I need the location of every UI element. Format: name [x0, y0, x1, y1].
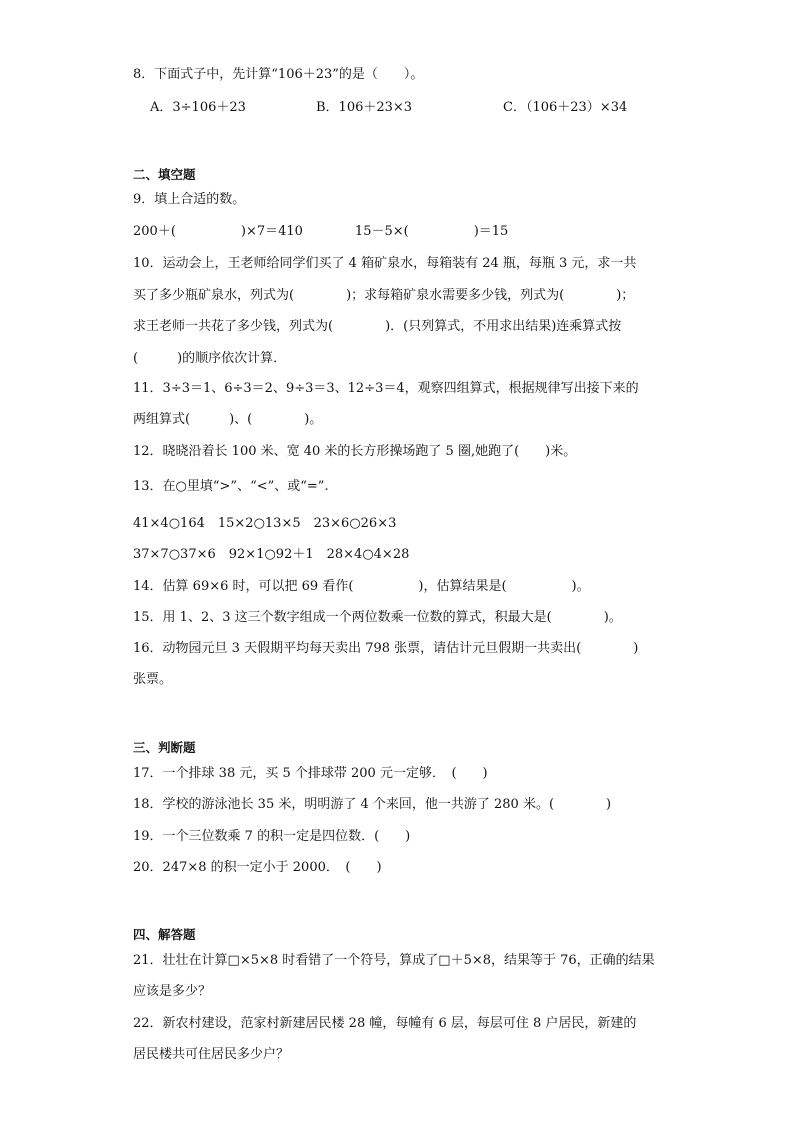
question-13-stem: 13．在○里填“>”、“<”、或“=”.	[133, 479, 329, 494]
question-8-stem: 8．下面式子中，先计算“106＋23”的是（ ）。	[133, 67, 424, 82]
question-8-option-a: A．3÷106＋23	[150, 100, 246, 115]
question-21-line-1: 21．壮壮在计算□×5×8 时看错了一个符号，算成了□＋5×8，结果等于 76，正确的结果	[133, 953, 655, 968]
question-13-row-2: 37×7○37×6 92×1○92＋1 28×4○4×28	[133, 547, 410, 562]
question-21-line-2: 应该是多少？	[133, 984, 212, 999]
question-19: 19．一个三位数乘 7 的积一定是四位数．( )	[133, 829, 411, 844]
section-title-fill-blank: 二、填空题	[133, 167, 196, 182]
question-22-line-2: 居民楼共可住居民多少户？	[133, 1047, 290, 1062]
section-title-judgement: 三、判断题	[133, 740, 196, 755]
question-9-equations: 200＋( )×7＝410 15－5×( )＝15	[133, 224, 509, 239]
question-18: 18．学校的游泳池长 35 米，明明游了 4 个来回，他一共游了 280 米。( )	[133, 797, 612, 812]
section-title-word-problems: 四、解答题	[133, 927, 196, 942]
question-10-line-4: ( )的顺序依次计算．	[133, 351, 287, 366]
question-16-line-1: 16．动物园元旦 3 天假期平均每天卖出 798 张票，请估计元旦假期一共卖出( )	[133, 641, 639, 656]
question-17: 17．一个排球 38 元，买 5 个排球带 200 元一定够． ( )	[133, 766, 488, 781]
question-11-line-1: 11．3÷3＝1、6÷3＝2、9÷3＝3、12÷3＝4，观察四组算式，根据规律写出接下来的	[133, 381, 639, 396]
question-8-option-b: B．106＋23×3	[316, 100, 413, 115]
question-20: 20．247×8 的积一定小于 2000． ( )	[133, 860, 382, 875]
question-12: 12．晓晓沿着长 100 米、宽 40 米的长方形操场跑了 5 圈,她跑了( )米。	[133, 444, 577, 459]
question-10-line-2: 买了多少瓶矿泉水，列式为( )；求每箱矿泉水需要多少钱，列式为( )；	[133, 288, 635, 303]
question-9-stem: 9．填上合适的数。	[133, 192, 246, 207]
question-11-line-2: 两组算式( )、( )。	[133, 412, 323, 427]
question-8-option-c: C．（106＋23）×34	[503, 100, 628, 115]
question-16-line-2: 张票。	[133, 672, 173, 687]
question-10-line-1: 10．运动会上，王老师给同学们买了 4 箱矿泉水，每箱装有 24 瓶，每瓶 3 元，求一共	[133, 256, 637, 271]
question-10-line-3: 求王老师一共花了多少钱，列式为( )．(只列算式，不用求出结果)连乘算式按	[133, 319, 622, 334]
question-22-line-1: 22．新农村建设，范家村新建居民楼 28 幢，每幢有 6 层，每层可住 8 户居民，新建的	[133, 1016, 637, 1031]
question-13-row-1: 41×4○164 15×2○13×5 23×6○26×3	[133, 516, 397, 531]
question-15: 15．用 1、2、3 这三个数字组成一个两位数乘一位数的算式，积最大是( )。	[133, 610, 622, 625]
question-14: 14．估算 69×6 时，可以把 69 看作( )，估算结果是( )。	[133, 579, 590, 594]
